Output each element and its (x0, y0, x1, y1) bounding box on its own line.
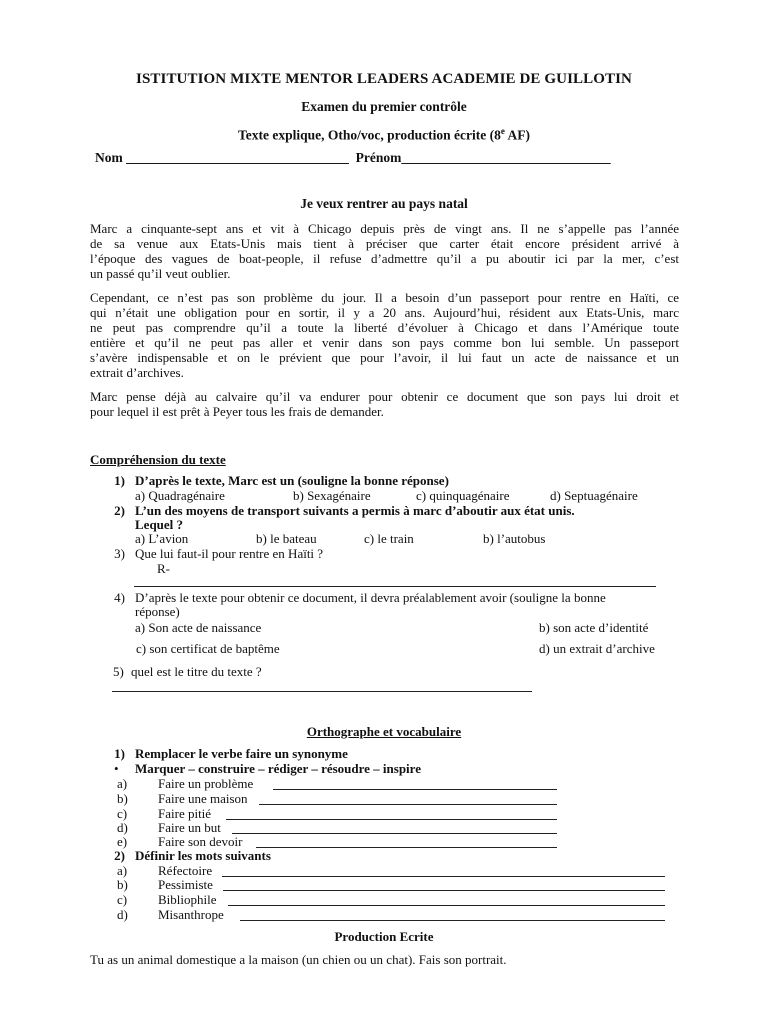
q4-option-a: a) Son acte de naissance (135, 620, 262, 635)
synonym-d-line[interactable] (232, 833, 557, 834)
q2-number: 2) (114, 503, 125, 518)
q2-option-b: b) le bateau (256, 531, 317, 546)
q2-option-a: a) L’avion (135, 531, 189, 546)
definition-b-text: Pessimiste (158, 877, 213, 892)
q4-number: 4) (114, 590, 125, 605)
synonym-d-text: Faire un but (158, 820, 221, 835)
synonym-b-line[interactable] (259, 804, 557, 805)
q1-option-b: b) Sexagénaire (293, 488, 371, 503)
definition-d-letter: d) (117, 907, 128, 922)
q4-text-line1: D’après le texte pour obtenir ce document, il devra préalablement avoir (souligne la bonne (135, 590, 606, 605)
q1-option-c: c) quinquagénaire (416, 488, 510, 503)
definition-c-text: Bibliophile (158, 892, 217, 907)
exam-title: Examen du premier contrôle (301, 99, 467, 114)
production-prompt: Tu as un animal domestique a la maison (un chien ou un chat). Fais son portrait. (90, 952, 507, 967)
synonym-a-text: Faire un problème (158, 776, 254, 791)
paragraph-2: Cependant, ce n’est pas son problème du jour. Il a besoin d’un passeport pour rentre en Haïti, ce qui n’était une obligation pour en sortir, il y a 20 ans. Aujourd’hui, résident aux Etats-Unis, marc ne peut pas comprendre qu’il a toute la liberté d’évoluer à Chicago et dans l’Amérique toute entière et qu’il ne peut pas aller et venir dans son pays comme bon lui semble. Un passeport s’avère indispensable et on le prévient que pour l’avoir, il lui faut un acte de naissance et un extrait d’archives. (90, 290, 679, 380)
q3-answer-label: R- (157, 561, 170, 576)
ortho-q2-text: Définir les mots suivants (135, 848, 271, 863)
paragraph-3: Marc pense déjà au calvaire qu’il va endurer pour obtenir ce document que son pays lui droit et pour lequel il est prêt à Peyer tous les frais de demander. (90, 389, 679, 419)
q2-text-line2: Lequel ? (135, 517, 184, 532)
synonym-b-letter: b) (117, 791, 128, 806)
q1-option-d: d) Septuagénaire (550, 488, 638, 503)
synonym-e-text: Faire son devoir (158, 834, 243, 849)
text-title: Je veux rentrer au pays natal (300, 196, 468, 211)
synonym-b-text: Faire une maison (158, 791, 248, 806)
q2-option-d: b) l’autobus (483, 531, 546, 546)
synonym-c-letter: c) (117, 806, 128, 821)
q1-option-a: a) Quadragénaire (135, 488, 225, 503)
comprehension-heading: Compréhension du texte (90, 452, 226, 467)
production-heading: Production Ecrite (334, 929, 434, 944)
definition-d-line[interactable] (240, 920, 665, 921)
q1-number: 1) (114, 473, 125, 488)
q1-text: D’après le texte, Marc est un (souligne la bonne réponse) (135, 473, 449, 488)
ortho-q1-number: 1) (114, 746, 125, 761)
school-name: ISTITUTION MIXTE MENTOR LEADERS ACADEMIE DE GUILLOTIN (136, 71, 632, 87)
q5-number: 5) (113, 664, 124, 679)
q4-option-b: b) son acte d’identité (539, 620, 649, 635)
synonym-d-letter: d) (117, 820, 128, 835)
q5-text: quel est le titre du texte ? (131, 664, 262, 679)
q3-text: Que lui faut-il pour rentre en Haïti ? (135, 546, 324, 561)
synonym-a-letter: a) (117, 776, 128, 791)
q2-option-c: c) le train (364, 531, 414, 546)
ortho-q2-number: 2) (114, 848, 125, 863)
q2-text-line1: L’un des moyens de transport suivants a permis à marc d’aboutir aux état unis. (135, 503, 575, 518)
orthographe-heading: Orthographe et vocabulaire (306, 724, 462, 739)
definition-b-line[interactable] (223, 890, 665, 891)
definition-a-text: Réfectoire (158, 863, 213, 878)
q4-option-c: c) son certificat de baptême (136, 641, 280, 656)
definition-c-letter: c) (117, 892, 128, 907)
synonym-c-text: Faire pitié (158, 806, 212, 821)
definition-a-letter: a) (117, 863, 128, 878)
q4-text-line2: réponse) (135, 604, 180, 619)
synonym-e-letter: e) (117, 834, 128, 849)
paragraph-1: Marc a cinquante-sept ans et vit à Chicago depuis près de vingt ans. Il ne s’appelle pas l’année de sa venue aux Etats-Unis mais tient à préciser que carter était encore président arrivé à l’époque des vagues de boat-people, il refuse d’admettre qu’il a pu aboutir ici par la mer, c’est un passé qu’il veut oublier. (90, 221, 679, 281)
synonym-e-line[interactable] (256, 847, 557, 848)
ortho-q1-text: Remplacer le verbe faire un synonyme (135, 746, 348, 761)
bullet-icon: • (114, 761, 119, 776)
q3-number: 3) (114, 546, 125, 561)
definition-d-text: Misanthrope (158, 907, 224, 922)
definition-a-line[interactable] (222, 876, 665, 877)
synonym-c-line[interactable] (226, 819, 557, 820)
synonym-a-line[interactable] (273, 789, 557, 790)
definition-c-line[interactable] (228, 905, 665, 906)
exam-subject: Texte explique, Otho/voc, production écrite (8e AF) (238, 126, 530, 143)
definition-b-letter: b) (117, 877, 128, 892)
q3-answer-line[interactable] (134, 586, 656, 587)
name-line: Nom _________________________________ Prénom_______________________________ (95, 150, 611, 165)
q4-option-d: d) un extrait d’archive (539, 641, 655, 656)
q5-answer-line[interactable] (112, 691, 532, 692)
word-bank: Marquer – construire – rédiger – résoudre – inspire (135, 761, 421, 776)
